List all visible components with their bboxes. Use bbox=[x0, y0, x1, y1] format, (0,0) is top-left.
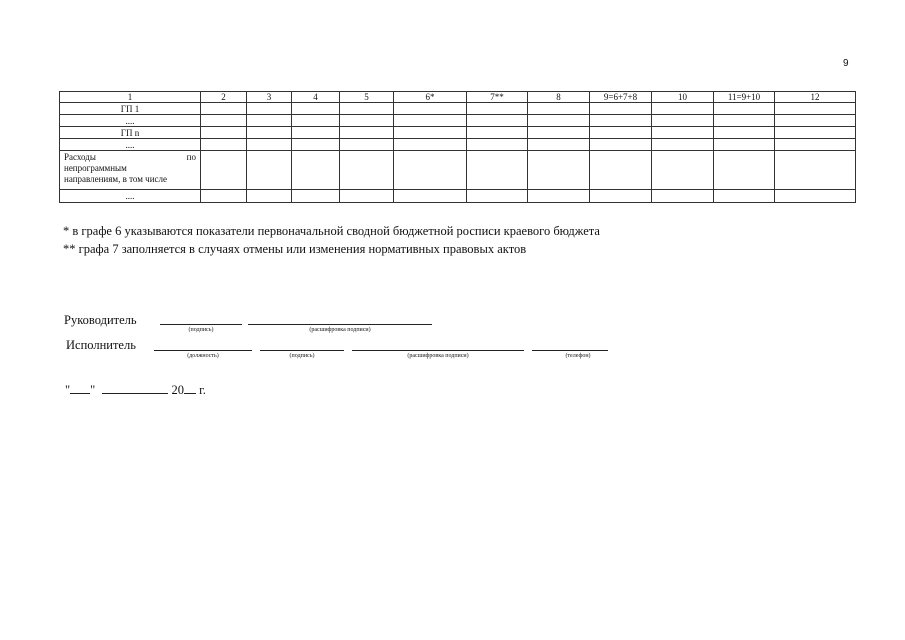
header-cell: 10 bbox=[652, 92, 714, 103]
footnote-column-6: * в графе 6 указываются показатели первоначальной сводной бюджетной росписи краевого бюджета bbox=[63, 224, 600, 238]
row-label: ГП 1 bbox=[60, 103, 201, 115]
year-blank bbox=[184, 382, 196, 394]
table-header-row bbox=[60, 92, 856, 103]
table-row bbox=[60, 190, 856, 203]
table-row bbox=[60, 115, 856, 127]
year-prefix: 20 bbox=[171, 383, 184, 397]
expenses-line3: направлениям, в том числе bbox=[64, 174, 167, 184]
table-row-expenses bbox=[60, 151, 856, 190]
header-cell: 6* bbox=[394, 92, 467, 103]
header-cell: 5 bbox=[340, 92, 394, 103]
executor-phone-caption: (телефон) bbox=[565, 353, 591, 359]
header-cell: 11=9+10 bbox=[714, 92, 775, 103]
header-cell: 8 bbox=[528, 92, 590, 103]
table-row bbox=[60, 127, 856, 139]
head-decoding-line bbox=[248, 324, 432, 325]
date-open-quote: " bbox=[65, 383, 71, 397]
expenses-line1-left: Расходы bbox=[64, 152, 96, 162]
executor-position-line bbox=[154, 350, 252, 351]
header-cell: 1 bbox=[60, 92, 201, 103]
executor-signature-line bbox=[260, 350, 344, 351]
executor-position-caption: (должность) bbox=[187, 353, 219, 359]
head-signature-caption: (подпись) bbox=[188, 327, 214, 333]
expenses-line1-right: по bbox=[186, 152, 196, 162]
month-blank bbox=[102, 382, 168, 394]
expenses-line2: непрограммным bbox=[64, 163, 127, 173]
executor-signature-caption: (подпись) bbox=[289, 353, 315, 359]
head-label: Руководитель bbox=[64, 313, 137, 327]
executor-decoding-line bbox=[352, 350, 524, 351]
row-label: .... bbox=[60, 139, 201, 151]
head-decoding-caption: (расшифровка подписи) bbox=[309, 327, 371, 333]
date-close-quote: " bbox=[90, 383, 96, 397]
executor-label: Исполнитель bbox=[66, 338, 136, 352]
header-cell: 3 bbox=[247, 92, 292, 103]
table-row bbox=[60, 139, 856, 151]
row-label: ГП n bbox=[60, 127, 201, 139]
day-blank bbox=[70, 382, 90, 394]
row-label: .... bbox=[60, 190, 201, 203]
expenses-label bbox=[60, 151, 201, 190]
header-cell: 4 bbox=[292, 92, 340, 103]
header-cell: 9=6+7+8 bbox=[590, 92, 652, 103]
page-number: 9 bbox=[843, 58, 849, 69]
head-signature-line bbox=[160, 324, 242, 325]
executor-phone-line bbox=[532, 350, 608, 351]
table-row bbox=[60, 103, 856, 115]
header-cell: 2 bbox=[201, 92, 247, 103]
footnote-column-7: ** графа 7 заполняется в случаях отмены или изменения нормативных правовых актов bbox=[63, 242, 527, 256]
header-cell: 12 bbox=[775, 92, 856, 103]
date-line bbox=[65, 382, 206, 398]
header-cell: 7** bbox=[467, 92, 528, 103]
executor-decoding-caption: (расшифровка подписи) bbox=[407, 353, 469, 359]
budget-table bbox=[59, 91, 856, 203]
year-suffix: г. bbox=[199, 383, 206, 397]
row-label: .... bbox=[60, 115, 201, 127]
